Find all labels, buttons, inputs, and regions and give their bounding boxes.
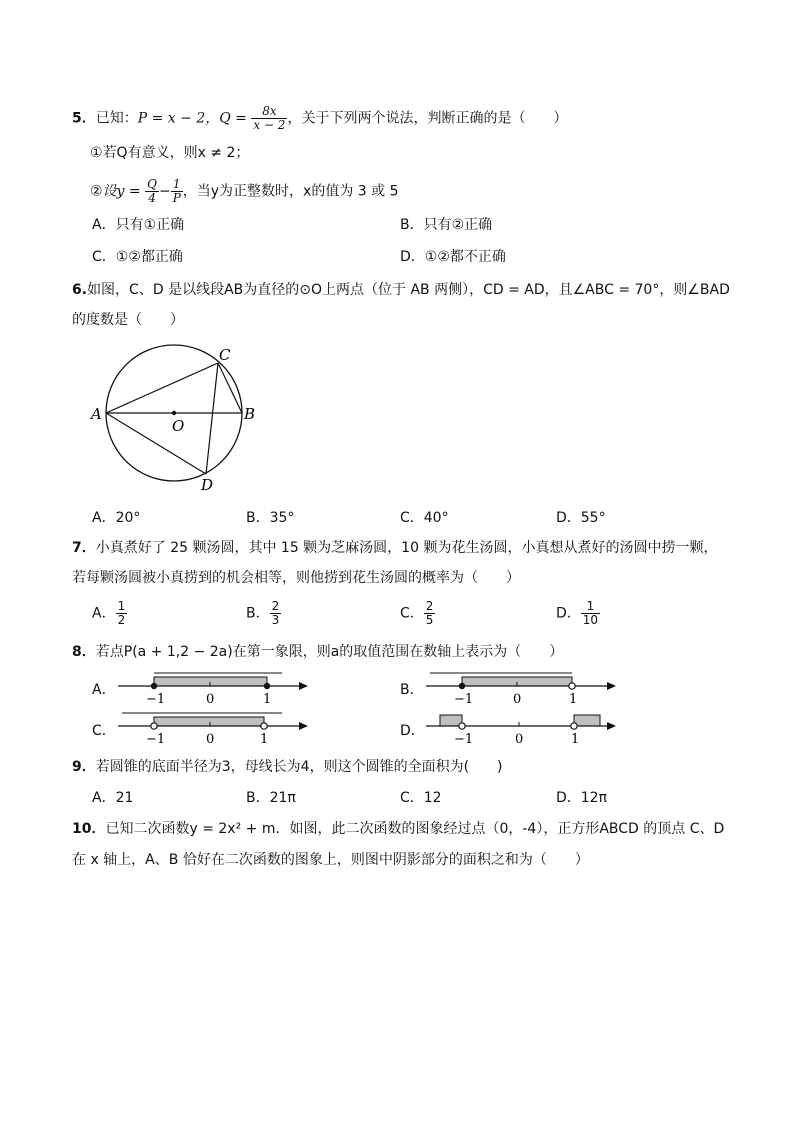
label-d: D <box>201 476 214 494</box>
svg-text:1: 1 <box>571 732 580 747</box>
q5-option-a[interactable]: A．只有①正确 <box>92 217 185 233</box>
q5-text-b: ，关于下列两个说法，判断正确的是（ ） <box>287 110 568 127</box>
q8-option-b-label[interactable]: B． <box>400 682 424 698</box>
q9-option-a[interactable]: A．21 <box>92 790 134 806</box>
label-a: A <box>91 405 102 423</box>
q5-option-b[interactable]: B．只有②正确 <box>400 217 493 233</box>
q9-number: 9． <box>72 759 96 775</box>
q7-option-d[interactable]: D． $\frac{1}{10}$ <box>556 599 599 627</box>
q10-number: 10． <box>72 821 106 837</box>
q9-option-c[interactable]: C．12 <box>400 790 442 806</box>
q5-s2-fraction-2: $\frac{1}{P}$ <box>172 177 181 205</box>
q5-s1-marker: ① <box>90 145 103 161</box>
q9-option-b[interactable]: B．21π <box>246 790 296 806</box>
q5-text-a: 已知： <box>95 110 138 127</box>
q6-option-c[interactable]: C．40° <box>400 510 449 526</box>
q5-p-expr: P = x − 2， <box>137 110 220 127</box>
q5-s2-a: 设y = <box>102 183 141 200</box>
q5-s1-text: 若Q有意义，则x ≠ 2； <box>102 145 250 161</box>
q7-option-b[interactable]: B． $\frac{2}{3}$ <box>246 599 280 627</box>
q8-text: 若点P(a + 1,2 − 2a)在第一象限，则a的取值范围在数轴上表示为（ ） <box>95 644 564 660</box>
svg-text:−1: −1 <box>454 692 474 707</box>
segment-ad <box>106 413 206 474</box>
q5-s2-marker: ② <box>90 183 103 200</box>
q5-stem <box>72 105 567 132</box>
svg-text:1: 1 <box>260 732 269 747</box>
q7-number: 7． <box>72 540 96 556</box>
q7-option-a-fraction: $\frac{1}{2}$ <box>117 599 126 627</box>
label-o: O <box>172 417 185 435</box>
q6-stem-line2: 的度数是（ ） <box>72 312 184 328</box>
q5-number: 5． <box>72 110 96 127</box>
svg-text:0: 0 <box>206 692 215 707</box>
label-c: C <box>219 346 231 364</box>
q6-stem-line1 <box>72 280 730 300</box>
svg-text:0: 0 <box>515 732 524 747</box>
svg-text:0: 0 <box>206 732 215 747</box>
q7-stem-line2: 若每颗汤圆被小真捞到的机会相等，则他捞到花生汤圆的概率为（ ） <box>72 570 520 586</box>
q7-text: 小真煮好了 25 颗汤圆，其中 15 颗为芝麻汤圆，10 颗为花生汤圆，小真想从煮好的汤圆中捞一颗， <box>95 540 718 556</box>
q7-option-d-fraction: $\frac{1}{10}$ <box>582 599 599 627</box>
q5-statement-1 <box>90 143 249 163</box>
q9-stem <box>72 757 503 777</box>
q9-text: 若圆锥的底面半径为3，母线长为4，则这个圆锥的全面积为( ) <box>95 759 503 775</box>
q8-numberline-a[interactable] <box>114 670 314 708</box>
q5-s2-b: ，当y为正整数时，x的值为 3 或 5 <box>182 183 399 200</box>
q5-option-d[interactable]: D．①②都不正确 <box>400 249 506 265</box>
svg-text:−1: −1 <box>454 732 474 747</box>
q6-circle-figure <box>88 340 268 495</box>
q8-numberline-b[interactable] <box>422 670 622 708</box>
q9-option-d[interactable]: D．12π <box>556 790 608 806</box>
q10-stem-line1 <box>72 819 724 839</box>
q5-q-lhs: Q = <box>219 110 247 127</box>
svg-text:1: 1 <box>569 692 578 707</box>
svg-text:−1: −1 <box>146 732 166 747</box>
q8-option-a-label[interactable]: A． <box>92 682 116 698</box>
q5-statement-2 <box>90 178 399 205</box>
q6-option-b[interactable]: B．35° <box>246 510 295 526</box>
svg-text:0: 0 <box>513 692 522 707</box>
segment-cd <box>206 363 218 474</box>
q7-option-c[interactable]: C． $\frac{2}{5}$ <box>400 599 434 627</box>
q8-numberline-d[interactable] <box>422 710 622 748</box>
q7-option-a[interactable]: A． $\frac{1}{2}$ <box>92 599 126 627</box>
segment-cb <box>218 363 242 413</box>
q6-option-a[interactable]: A．20° <box>92 510 141 526</box>
q7-option-c-fraction: $\frac{2}{5}$ <box>425 599 434 627</box>
q8-option-d-label[interactable]: D． <box>400 723 425 739</box>
q10-text: 已知二次函数y = 2x² + m．如图，此二次函数的图象经过点（0，-4），正方形ABCD 的顶点 C、D <box>105 821 725 837</box>
segment-ac <box>106 363 218 413</box>
center-point <box>172 411 176 415</box>
q8-number: 8． <box>72 644 96 660</box>
q7-option-b-fraction: $\frac{2}{3}$ <box>271 599 280 627</box>
q5-s2-minus: − <box>158 183 171 200</box>
q5-q-fraction: $\frac{8x}{x - 2}$ <box>253 104 286 132</box>
svg-text:1: 1 <box>263 692 272 707</box>
q6-option-d[interactable]: D．55° <box>556 510 606 526</box>
q8-option-c-label[interactable]: C． <box>92 723 116 739</box>
label-b: B <box>244 405 256 423</box>
q5-option-c[interactable]: C．①②都正确 <box>92 249 183 265</box>
svg-text:−1: −1 <box>146 692 166 707</box>
q6-text: 如图，C、D 是以线段AB为直径的⊙O上两点（位于 AB 两侧），CD = AD，且∠ABC = 70°，则∠BAD <box>87 282 730 298</box>
q8-numberline-c[interactable] <box>114 710 314 748</box>
q10-stem-line2: 在 x 轴上，A、B 恰好在二次函数的图象上，则图中阴影部分的面积之和为（ ） <box>72 852 589 868</box>
q5-s2-fraction-1: $\frac{Q}{4}$ <box>147 177 157 205</box>
q6-number: 6. <box>72 282 88 298</box>
q7-stem-line1 <box>72 538 717 558</box>
q8-stem <box>72 642 563 662</box>
